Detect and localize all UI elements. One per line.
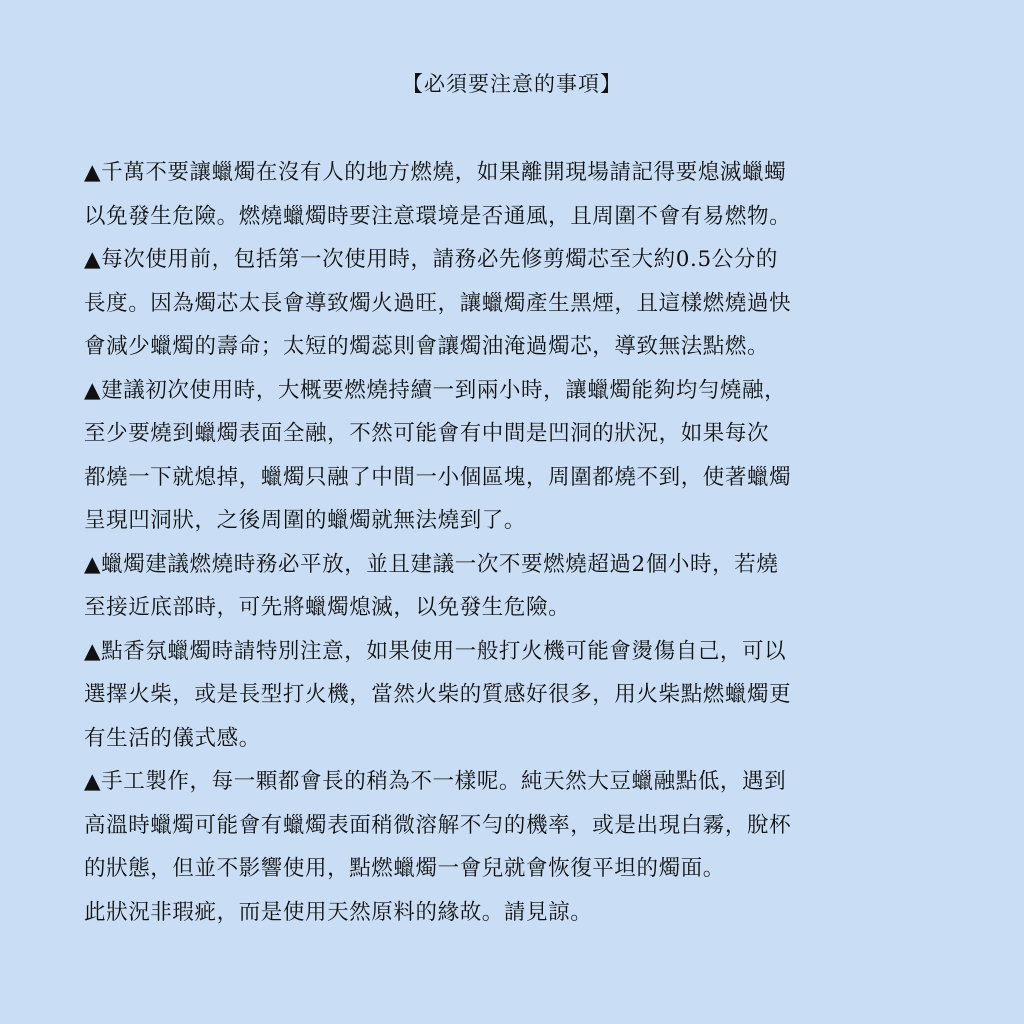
notice-line: ▲點香氛蠟燭時請特別注意，如果使用一般打火機可能會燙傷自己，可以 [84, 638, 787, 664]
notice-line: ▲每次使用前，包括第一次使用時，請務必先修剪燭芯至大約0.5公分的 [84, 247, 779, 272]
notice-line: 呈現凹洞狀，之後周圍的蠟燭就無法燒到了。 [84, 508, 527, 533]
notice-line: 都燒一下就熄掉，蠟燭只融了中間一小個區塊，周圍都燒不到，使著蠟燭 [84, 464, 792, 490]
notice-line: 以免發生危險。燃燒蠟燭時要注意環境是否通風，且周圍不會有易燃物。 [84, 203, 792, 229]
page-title: 【必須要注意的事項】 [402, 72, 622, 96]
notice-line: 會減少蠟燭的壽命；太短的燭蕊則會讓燭油淹過燭芯，導致無法點燃。 [84, 334, 770, 359]
notice-line: 的狀態，但並不影響使用，點燃蠟燭一會兒就會恢復平坦的燭面。 [84, 856, 725, 881]
notice-line: 高溫時蠟燭可能會有蠟燭表面稍微溶解不勻的機率，或是出現白霧，脫杯 [84, 812, 792, 838]
notice-line: 有生活的儀式感。 [84, 725, 261, 751]
notice-line: 此狀況非瑕疵，而是使用天然原料的緣故。請見諒。 [84, 899, 593, 925]
notice-line: 選擇火柴，或是長型打火機，當然火柴的質感好很多，用火柴點燃蠟燭更 [84, 682, 792, 707]
notice-body [84, 151, 944, 934]
notice-line: 至少要燒到蠟燭表面全融，不然可能會有中間是凹洞的狀況，如果每次 [84, 421, 770, 446]
notice-line: ▲千萬不要讓蠟燭在沒有人的地方燃燒，如果離開現場請記得要熄滅蠟蠋 [84, 160, 787, 185]
notice-line: ▲蠟燭建議燃燒時務必平放，並且建議一次不要燃燒超過2個小時，若燒 [84, 551, 779, 577]
notice-line: ▲建議初次使用時，大概要燃燒持續一到兩小時，讓蠟燭能夠均勻燒融， [84, 377, 787, 403]
notice-line: ▲手工製作，每一顆都會長的稍為不一樣呢。純天然大豆蠟融點低，遇到 [84, 769, 787, 794]
notice-line: 長度。因為燭芯太長會導致燭火過旺，讓蠟燭產生黑煙，且這樣燃燒過快 [84, 290, 792, 316]
notice-line: 至接近底部時，可先將蠟燭熄滅，以免發生危險。 [84, 595, 571, 620]
